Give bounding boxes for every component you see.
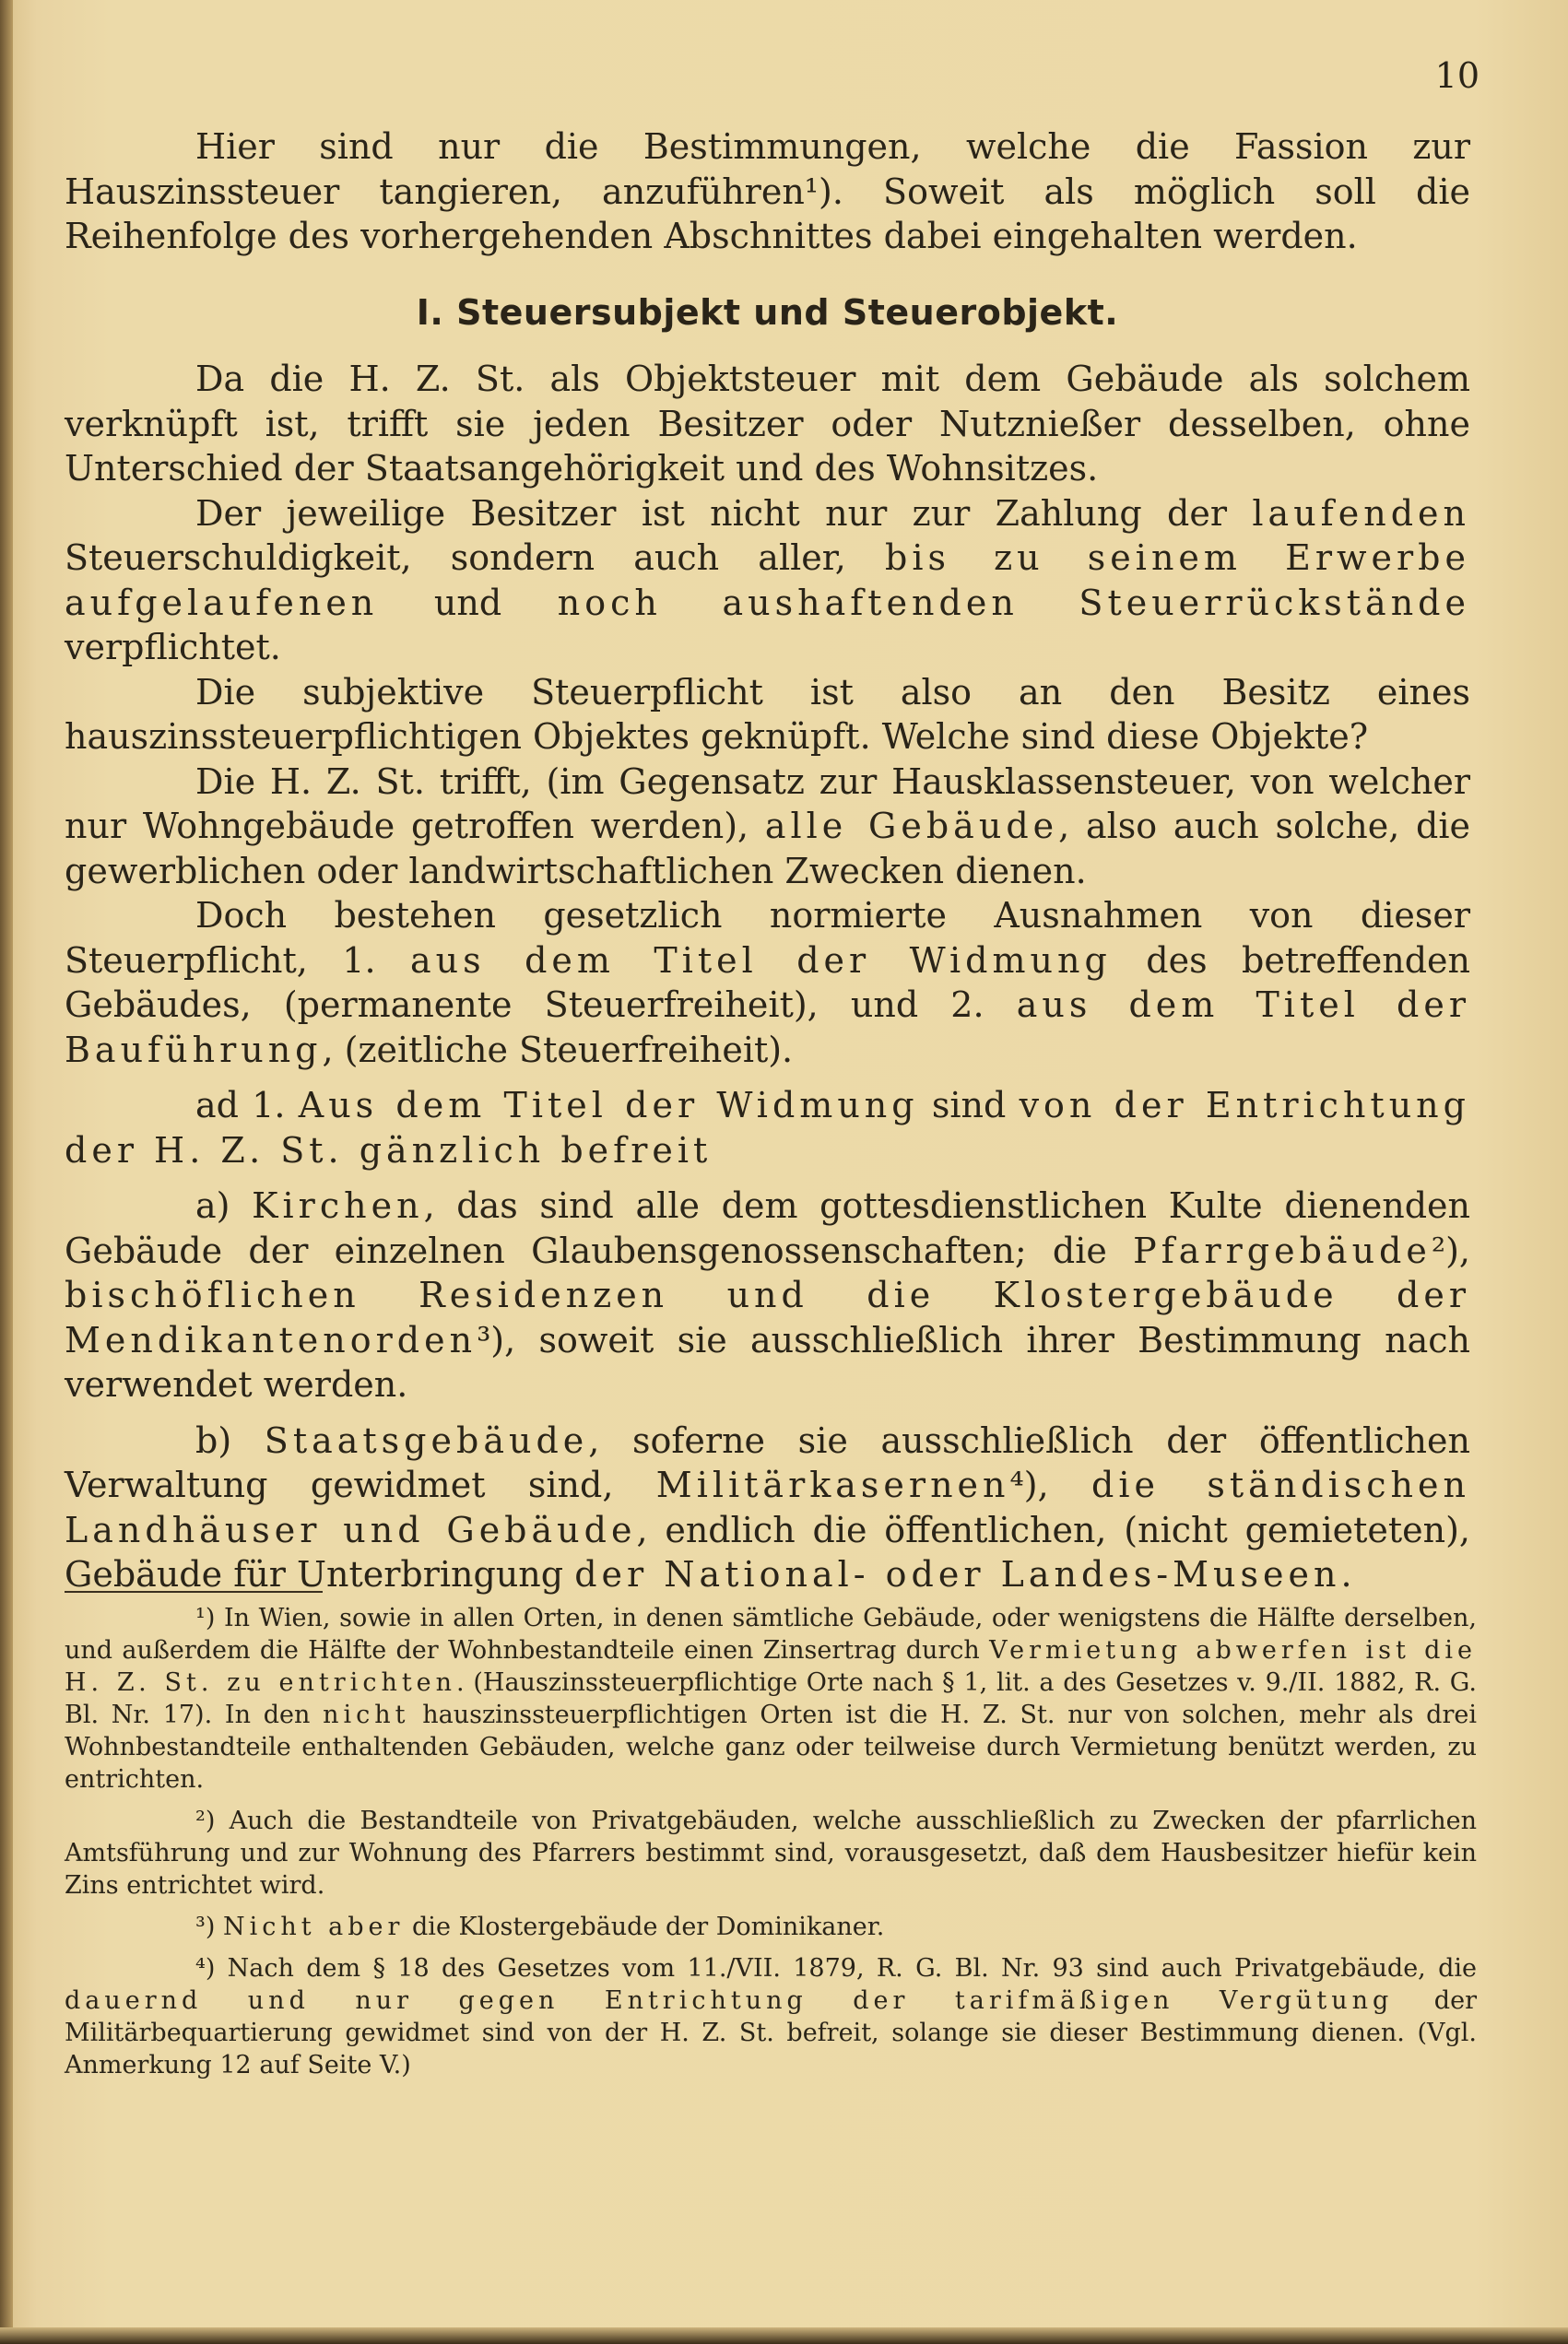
footnotes bbox=[65, 1602, 1477, 2091]
paragraph-objektsteuer: Da die H. Z. St. als Objektsteuer mit dem Gebäude als solchem verknüpft ist, trifft sie jeden Besitzer oder Nutznießer desselben, ohne Unterschied der Staatsangehörigkeit und des Wohnsitzes. bbox=[65, 359, 1470, 489]
intro-paragraph: Hier sind nur die Bestimmungen, welche die Fassion zur Hauszinssteuer tangieren, anzuführen¹). Soweit als möglich soll die Reihenfolge des vorhergehenden Abschnittes dabei eingehalten werden. bbox=[65, 126, 1470, 256]
footnote-3: ³) Nicht aber die Klostergebäude der Dominikaner. bbox=[195, 1913, 885, 1941]
paragraph-ausnahmen: Doch bestehen gesetzlich normierte Ausnahmen von dieser Steuerpflicht, 1. aus dem Titel der Widmung des betreffenden Gebäudes, (permanente Steuerfreiheit), und 2. aus dem Titel der Bauführung, (zeitliche Steuerfreiheit). bbox=[65, 895, 1470, 1070]
section-heading: I. Steuersubjekt und Steuerobjekt. bbox=[416, 291, 1119, 333]
main-text bbox=[65, 124, 1470, 1597]
page-bottom-edge bbox=[0, 2327, 1568, 2344]
paragraph-alle-gebaeude: Die H. Z. St. trifft, (im Gegensatz zur Hausklassensteuer, von welcher nur Wohngebäude getroffen werden), alle Gebäude, also auch solche, die gewerblichen oder landwirtschaftlichen Zwecken dienen. bbox=[65, 760, 1471, 891]
paragraph-subjektive-steuerpflicht: Die subjektive Steuerpflicht ist also an den Besitz eines hauszinssteuerpflichtigen Objektes geknüpft. Welche sind diese Objekte? bbox=[65, 671, 1470, 757]
paragraph-b-staatsgebaeude: b) Staatsgebäude, soferne sie ausschließlich der öffentlichen Verwaltung gewidmet sind, Militärkasernen⁴), die ständischen Landhäuser und Gebäude, endlich die öffentlichen, (nicht gemieteten), Gebäude für Unterbringung der National- oder Landes-Museen. bbox=[65, 1419, 1470, 1595]
paragraph-ad-1: ad 1. Aus dem Titel der Widmung sind von der Entrichtung der H. Z. St. gänzlich befreit bbox=[65, 1085, 1470, 1171]
paragraph-a-kirchen: a) Kirchen, das sind alle dem gottesdienstlichen Kulte dienenden Gebäude der einzelnen Glaubensgenossenschaften; die Pfarrgebäude²), bischöflichen Residenzen und die Klostergebäude der Mendikantenorden³), soweit sie ausschließlich ihrer Bestimmung nach verwendet werden. bbox=[65, 1185, 1471, 1405]
footnote-4: ⁴) Nach dem § 18 des Gesetzes vom 11./VII. 1879, R. G. Bl. Nr. 93 sind auch Privatgebäude, die dauernd und nur gegen Entrichtung der tarifmäßigen Vergütung der Militärbequartierung gewidmet sind von der H. Z. St. befreit, solange sie dieser Bestimmung dienen. (Vgl. Anmerkung 12 auf Seite V.) bbox=[65, 1954, 1477, 2079]
page-number: 10 bbox=[1434, 55, 1480, 96]
book-spine-shadow bbox=[0, 0, 13, 2344]
footnote-separator bbox=[65, 1591, 323, 1593]
paragraph-besitzer: Der jeweilige Besitzer ist nicht nur zur Zahlung der laufenden Steuerschuldigkeit, sondern auch aller, bis zu seinem Erwerbe aufgelaufenen und noch aushaftenden Steuerrückstände verpflichtet. bbox=[65, 492, 1471, 667]
footnote-1: ¹) In Wien, sowie in allen Orten, in denen sämtliche Gebäude, oder wenigstens die Hälfte derselben, und außerdem die Hälfte der Wohnbestandteile einen Zinsertrag durch Vermietung abwerfen ist die H. Z. St. zu entrichten. (Hauszinssteuerpflichtige Orte nach § 1, lit. a des Gesetzes v. 9./II. 1882, R. G. Bl. Nr. 17). In den nicht hauszinssteuerpflichtigen Orten ist die H. Z. St. nur von solchen, mehr als drei Wohnbestandteile enthaltenden Gebäuden, welche ganz oder teilweise durch Vermietung benützt werden, zu entrichten. bbox=[65, 1604, 1478, 1794]
footnote-2: ²) Auch die Bestandteile von Privatgebäuden, welche ausschließlich zu Zwecken der pfarrlichen Amtsführung und zur Wohnung des Pfarrers bestimmt sind, vorausgesetzt, daß dem Hausbesitzer hiefür kein Zins entrichtet wird. bbox=[65, 1807, 1477, 1900]
